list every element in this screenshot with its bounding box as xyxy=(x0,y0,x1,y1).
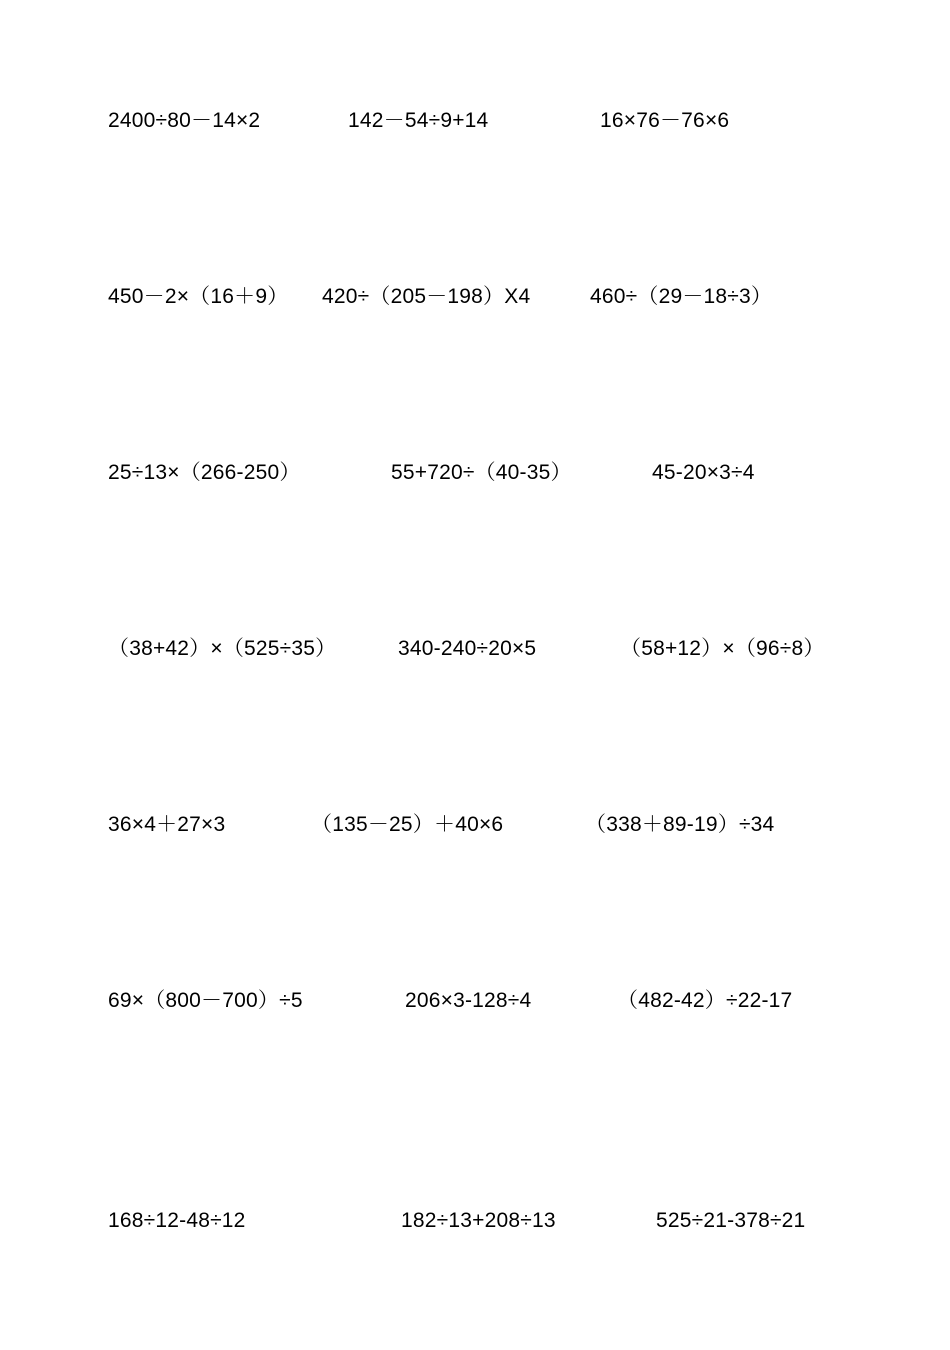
expression: 206×3-128÷4 xyxy=(405,989,532,1012)
expression: 168÷12-48÷12 xyxy=(108,1209,246,1232)
expression: 45-20×3÷4 xyxy=(652,461,755,484)
expression: 420÷（205－198）X4 xyxy=(322,285,531,308)
expression: 55+720÷（40-35） xyxy=(391,461,572,484)
expression: 25÷13×（266-250） xyxy=(108,461,301,484)
expression: （338＋89-19）÷34 xyxy=(585,813,775,836)
expression: 69×（800－700）÷5 xyxy=(108,989,303,1012)
expression: 36×4＋27×3 xyxy=(108,813,226,836)
expression: （135－25）＋40×6 xyxy=(311,813,504,836)
expression: （38+42）×（525÷35） xyxy=(108,637,337,660)
expression: 340-240÷20×5 xyxy=(398,637,537,660)
expression: 525÷21-378÷21 xyxy=(656,1209,806,1232)
expression: 450－2×（16＋9） xyxy=(108,285,289,308)
expression: 16×76－76×6 xyxy=(600,109,730,132)
expression: （58+12）×（96÷8） xyxy=(620,637,825,660)
expression: 142－54÷9+14 xyxy=(348,109,489,132)
expression: （482-42）÷22-17 xyxy=(617,989,793,1012)
expression: 460÷（29－18÷3） xyxy=(590,285,773,308)
expression: 182÷13+208÷13 xyxy=(401,1209,556,1232)
expression: 2400÷80－14×2 xyxy=(108,109,261,132)
